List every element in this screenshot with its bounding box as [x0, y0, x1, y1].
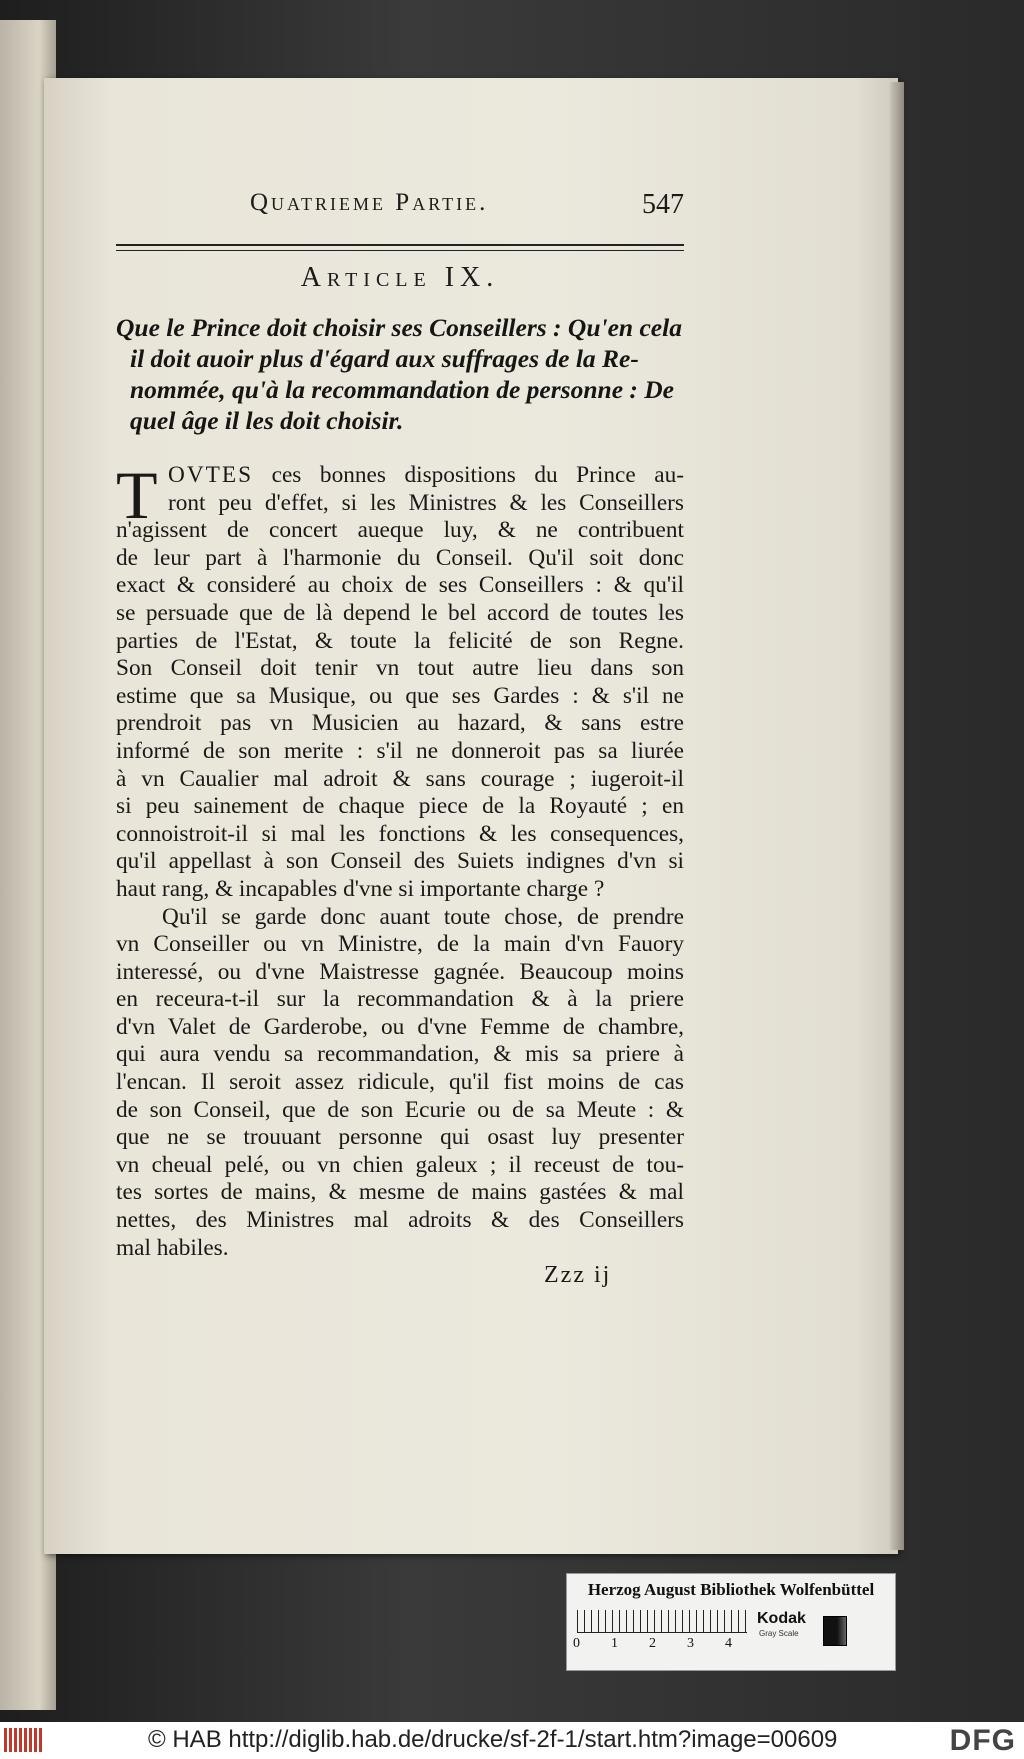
text-line: Son Conseil doit tenir vn tout autre lieu dans son	[116, 655, 684, 682]
scale-number: 1	[611, 1636, 618, 1651]
text-line: qui aura vendu sa recommandation, & mis sa priere à	[116, 1041, 684, 1068]
hab-barcode-icon	[4, 1728, 44, 1752]
first-line-rest: ces bonnes dispositions du Prince au-	[271, 462, 684, 488]
text-line: de son Conseil, que de son Ecurie ou de sa Meute : &	[116, 1096, 684, 1123]
summary-line: il doit auoir plus d'égard aux suffrages de la Re-	[130, 344, 639, 373]
text-line: interessé, ou d'vne Maistresse gagnée. Beaucoup moins	[116, 958, 684, 985]
text-line: se persuade que de là depend le bel accord de toutes les	[116, 599, 684, 626]
text-line	[116, 462, 684, 490]
scale-number: 0	[573, 1636, 580, 1651]
text-line: vn Conseiller ou vn Ministre, de la main d'vn Fauory	[116, 931, 684, 958]
scale-number: 3	[687, 1636, 694, 1651]
summary-line: quel âge il les doit choisir.	[130, 406, 404, 435]
text-line: informé de son merite : s'il ne donneroit pas sa liurée	[116, 737, 684, 764]
body-text	[116, 457, 684, 1262]
text-line: en receura-t-il sur la recommandation & à la priere	[116, 986, 684, 1013]
gray-swatch	[823, 1616, 847, 1646]
text-line: l'encan. Il seroit assez ridicule, qu'il fist moins de cas	[116, 1069, 684, 1096]
copyright-link[interactable]: © HAB http://diglib.hab.de/drucke/sf-2f-1/start.htm?image=00609	[148, 1726, 838, 1753]
article-summary	[116, 312, 684, 436]
footer-bar	[0, 1722, 1024, 1759]
header-rule	[116, 244, 684, 251]
scale-number: 4	[725, 1636, 732, 1651]
page-number: 547	[642, 189, 684, 220]
text-line: vn cheual pelé, ou vn chien galeux ; il receust de tou-	[116, 1151, 684, 1178]
text-line: tes sortes de mains, & mesme de mains gastées & mal	[116, 1179, 684, 1206]
running-head-title: Quatrieme Partie.	[250, 189, 489, 216]
text-line: parties de l'Estat, & toute la felicité de son Regne.	[116, 627, 684, 654]
library-name: Herzog August Bibliothek Wolfenbüttel	[587, 1580, 875, 1599]
summary-line: nommée, qu'à la recommandation de personne : De	[130, 375, 674, 404]
text-line: Qu'il se garde donc auant toute chose, de prendre	[162, 903, 684, 930]
ruler-scale	[577, 1610, 747, 1633]
kodak-subtitle: Gray Scale	[759, 1629, 799, 1638]
color-calibration-card	[566, 1573, 896, 1671]
text-line: estime que sa Musique, ou que ses Gardes : & s'il ne	[116, 682, 684, 709]
scale-number: 2	[649, 1636, 656, 1651]
page-fore-edge	[890, 82, 904, 1550]
text-line: qu'il appellast à son Conseil des Suiets indignes d'vn si	[116, 848, 684, 875]
text-line: haut rang, & incapables d'vne si importante charge ?	[116, 875, 605, 902]
text-line: d'vn Valet de Garderobe, ou d'vne Femme de chambre,	[116, 1013, 684, 1040]
kodak-logo: Kodak	[757, 1610, 806, 1627]
first-word: OVTES	[168, 462, 254, 488]
text-line: prendroit pas vn Musicien au hazard, & sans estre	[116, 710, 684, 737]
text-line: nettes, des Ministres mal adroits & des Conseillers	[116, 1207, 684, 1234]
text-line: à vn Caualier mal adroit & sans courage ; iugeroit-il	[116, 765, 684, 792]
summary-line: Que le Prince doit choisir ses Conseillers : Qu'en cela	[116, 313, 682, 342]
text-line: ront peu d'effet, si les Ministres & les Conseillers	[168, 489, 684, 516]
signature-mark: Zzz ij	[544, 1262, 612, 1288]
article-heading: Article IX.	[300, 262, 500, 293]
text-line: si peu sainement de chaque piece de la Royauté ; en	[116, 793, 684, 820]
running-head	[116, 189, 684, 229]
text-line: mal habiles.	[116, 1234, 229, 1261]
text-line: exact & consideré au choix de ses Conseillers : & qu'il	[116, 572, 684, 599]
text-line: connoistroit-il si mal les fonctions & les consequences,	[116, 820, 684, 847]
drop-capital: T	[116, 457, 158, 533]
text-line: n'agissent de concert aueque luy, & ne contribuent	[116, 517, 684, 544]
text-line: que ne se trouuant personne qui osast luy presenter	[116, 1124, 684, 1151]
text-line: de leur part à l'harmonie du Conseil. Qu'il soit donc	[116, 544, 684, 571]
dfg-logo: DFG	[949, 1724, 1016, 1757]
